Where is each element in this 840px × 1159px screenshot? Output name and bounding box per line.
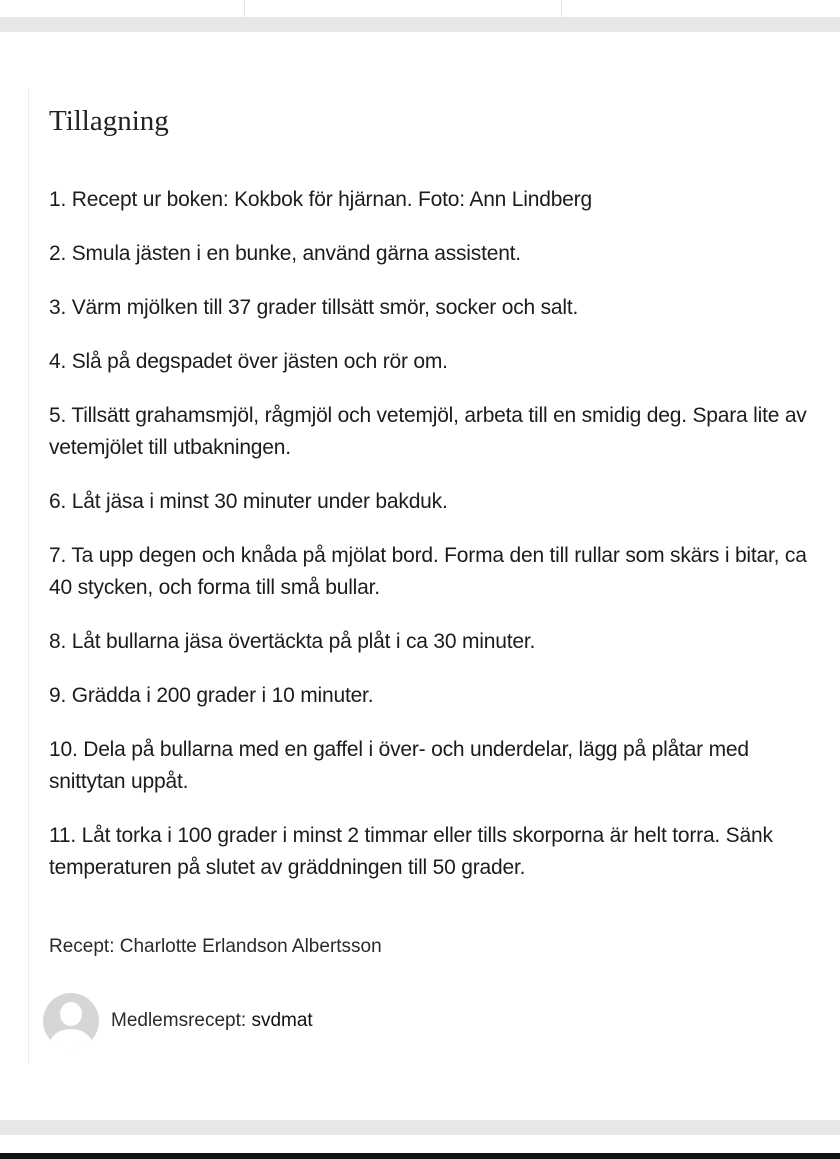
step-item: 9. Grädda i 200 grader i 10 minuter.: [49, 684, 374, 707]
step-item: 8. Låt bullarna jäsa övertäckta på plåt i ca 30 minuter.: [49, 630, 536, 653]
top-tab-strip: [0, 0, 840, 17]
tab-divider: [244, 0, 245, 17]
default-user-avatar-icon[interactable]: [43, 993, 99, 1049]
member-recipe-row: [43, 993, 313, 1049]
step-item: 2. Smula jästen i en bunke, använd gärna assistent.: [49, 242, 521, 265]
member-recipe-text: [111, 1009, 313, 1033]
avatar-body-shape: [49, 1029, 93, 1049]
member-username-link[interactable]: svdmat: [251, 1010, 313, 1031]
step-item: 5. Tillsätt grahamsmjöl, rågmjöl och vetemjöl, arbeta till en smidig deg. Spara lite av vetemjölet till utbakningen.: [49, 404, 807, 459]
steps-list: [49, 184, 809, 906]
recipe-credit: Recept: Charlotte Erlandson Albertsson: [49, 936, 382, 957]
recipe-instructions-panel: [28, 88, 819, 1064]
member-recipe-label: Medlemsrecept:: [111, 1010, 252, 1031]
bottom-separator-band: [0, 1120, 840, 1135]
step-item: 11. Låt torka i 100 grader i minst 2 timmar eller tills skorporna är helt torra. Sänk temperaturen på slutet av gräddningen till 50 grader.: [49, 824, 773, 879]
step-item: 3. Värm mjölken till 37 grader tillsätt smör, socker och salt.: [49, 296, 579, 319]
top-separator-band: [0, 17, 840, 32]
section-title: Tillagning: [49, 105, 169, 137]
tab-divider: [561, 0, 562, 17]
step-item: 1. Recept ur boken: Kokbok för hjärnan. Foto: Ann Lindberg: [49, 188, 592, 211]
step-item: 6. Låt jäsa i minst 30 minuter under bakduk.: [49, 490, 448, 513]
step-item: 7. Ta upp degen och knåda på mjölat bord. Forma den till rullar som skärs i bitar, ca 40 stycken, och forma till små bullar.: [49, 544, 807, 599]
bottom-edge-bar: [0, 1153, 840, 1159]
step-item: 4. Slå på degspadet över jästen och rör om.: [49, 350, 448, 373]
avatar-head-shape: [60, 1002, 82, 1026]
step-item: 10. Dela på bullarna med en gaffel i över- och underdelar, lägg på plåtar med snittytan uppåt.: [49, 738, 749, 793]
